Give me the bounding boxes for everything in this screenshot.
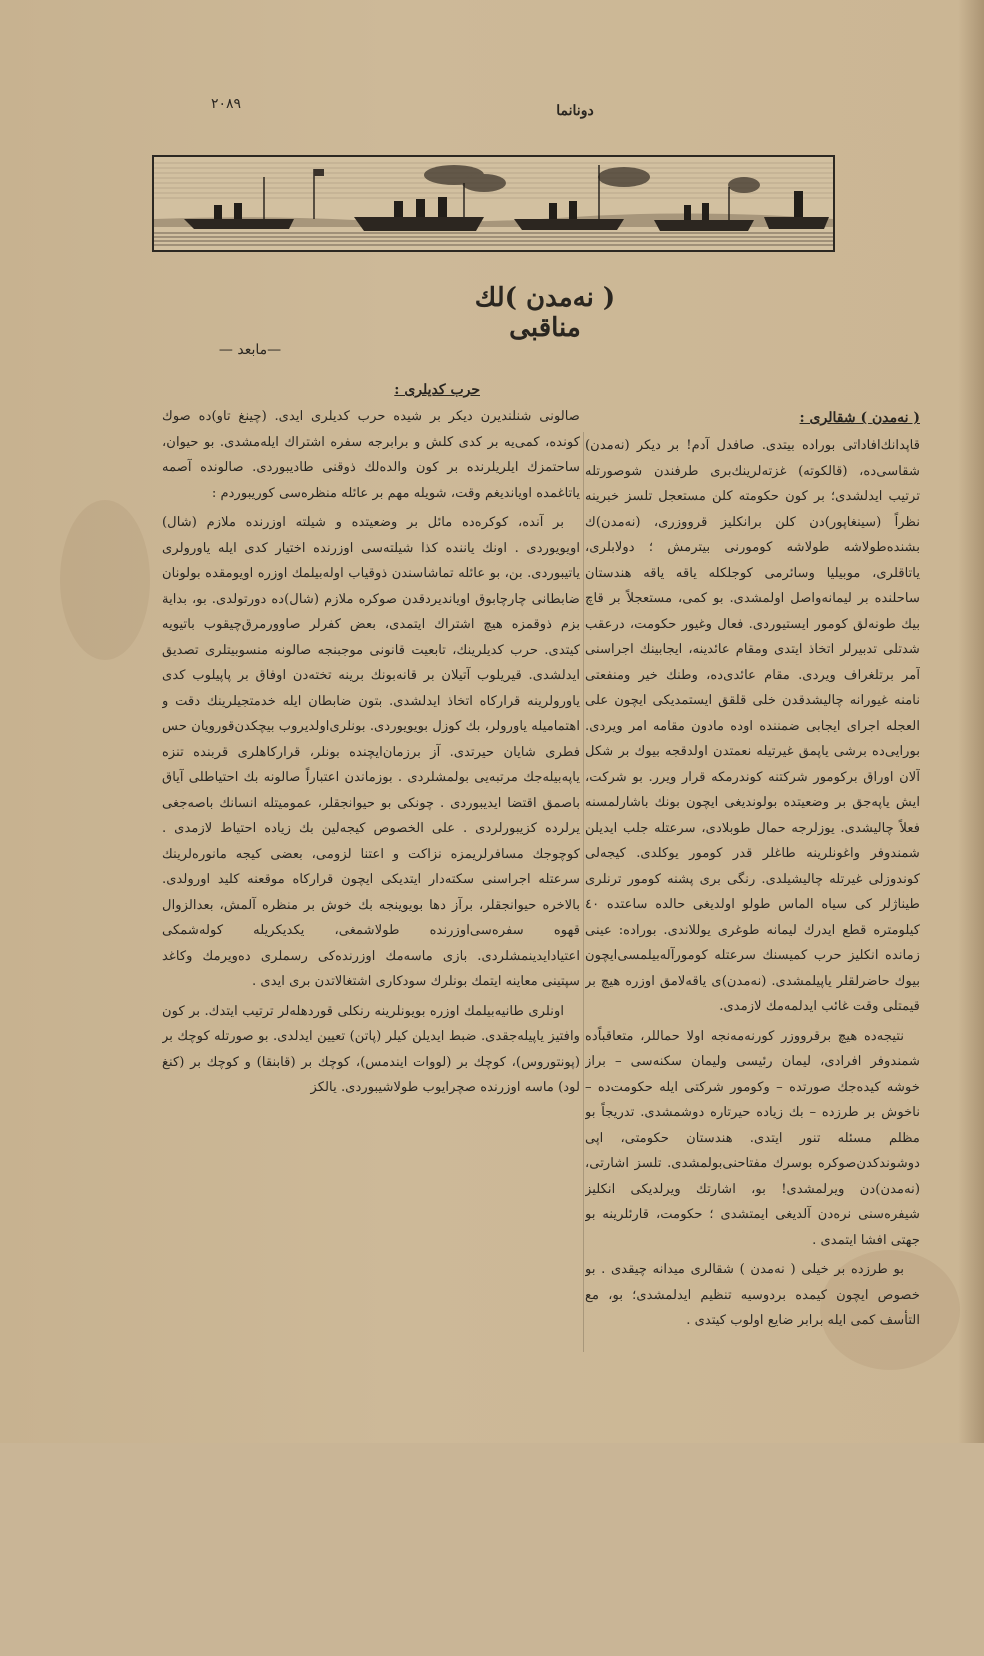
- left-column-text: [162, 404, 580, 1656]
- paragraph: صالونى شنلندیرن دیکر بر شیده حرب کدیلرى ایدى. (چینغ تاو)ده صوك کونده، کمی‌یه بر کدى کلش و برابرجه سفره اشتراك ایله‌مشدى. بو حیوان، ساحتمزك ایلریلرنده بر کون والده‌لك ذوقنى طادیبوردى. صالونده آصمه یاتاغمده اویاندیغم وقت، شویله مهم بر عائله منظره‌سى کوریبوردم :: [162, 409, 580, 501]
- left-column-heading: حرب كديلرى :: [394, 382, 480, 398]
- paragraph: قاپدانك‌افاداتى بوراده بیتدى. صافدل آدم! بر دیکر (نه‌مدن) شقاسى‌ده، (قالکوته) غزته‌لرینك‌برى طرفندن شوصورتله ترتیب ایدلشدى؛ بر کون حکومته کلن مستعجل تلسز خبرینه نظراً (سینغاپور)دن کلن برانکلیز قرووزرى، (نه‌مدن)ك بشنده‌طولاشه طولاشه کومورنى بیترمش ؛ دولابلرى، یاتاقلرى، موبیلیا وسائرمى کوجلکله یاقه یاقه هندستان ساحلنده بر لیمانه‌واصل اولمشدى. بو کمی، مستعجلاً بر قاچ بیك طونه‌لق کومور ایستیوردى. فعال وغیور حکومت، درعقب شدتلى تدبیرلر اتخاذ ایتدى ومقام عائدینه، ایجابینك اجراسنى آمر برتلغراف ویردى. مقام عائدى‌ده، وطنك خیر ومنفعتى نامنه غیورانه چالیشدقدن خلى قلقق ایستمدیکى ایچون على العجله اجراى ایجابى ضمننده اوده مادون مقامه امر ویردى. بورایى‌ده برشى یاپمق غیرتیله نعمتدن اولدقجه بیوك بر شکل آلان اوراق برکومور شرکتنه کوندرمکه قرار ویرر. بو شرکت، ایش یاپه‌جق بر وضعیتده بولوندیغى ایچون بونك باشارلمسنه فعلاً چالیشدى. یوزلرجه حمال طوبلادى، سرعتله جلب ایدیلن شمندوفر واغونلرینه طاغلر قدر کومور یوکلدى. کیجه‌لى کوندوزلى غیرتله چالیشیلدى. رنگى برى پشنه کومور ترنلرى طیناژلر کى سیاه الماس طولو اولدیغى حالده ساعتده ٤٠ کیلومتره قطع ایدرك لیمانه طوغرى یوللاندى. بوراده: عینى زمانده انکلیز حرب کمیسنك سرعتله کومورآله‌بیلمسى‌ایچون بیوك حاضرلقلر یاپیلمشدى. (نه‌مدن)ى یاقه‌لامق اوزره هیچ بر قیمتلى وقت غائب ایدلمه‌مك لازمدى.: [585, 438, 920, 1014]
- paragraph: بر آنده، کوکره‌ده مائل بر وضعیتده و شیلته اوزرنده ملازم (شال) اویویوردى . اونك یاننده کذا شیلته‌سى اوزرنده اختیار کدى ایله یاورولرى یاتیبوردى. بن، بو عائله تماشاسندن ذوقیاب اوله‌بیلمك اوزره اویومقده بولونان ضابطانى چارچابوق اویاندیردقدن صوکره ملازم (شال)ده دورتولدى. بو، بدایة بزم ذوقمزه هیچ اشتراك ایتمدى، بعض كفرلر صاوورمرق‌چیقوب باتیویه کیتدى. حرب کدیلرینك، تابعیت قانونى موجبنجه صالونه منسوبیتلرى تصدیق ایدلشدى. قیریلوب آتیلان بر قانه‌بونك برینه تخته‌دن اوفاق بر پاپیلوب کدى یاورولرینه قرارکاه اتخاذ ایدلشدى. بتون ضابطان ایله خدمتجیلرینك دقت و اهتمامیله یاورولر، بك کوزل بویویوردى. بونلرى‌اولدیروب بیچکدن‌قورویان حس فطرى شایان حیرتدى. آز برزمان‌ایچنده بونلر، قرارکاهلرى قربنده تنزه یاپه‌بیله‌جك مرتبه‌یى بولمشلردى . بوزماندن اعتباراً صالونه بك احتیاطلى آیاق باصمق اقتضا ایدیبوردى . چونکى بو حیوانجقلر، عموميتله انسانك باصه‌جغى یرلرده کزیبورلردى . على الخصوص کیجه‌لین بك زیاده احتیاط لازمدى . کوچوجك مسافرلریمزه نزاکت و اعتنا لزومى، بعضى کیجه مانوره‌لرینك سرعتله اجراسنى سکته‌دار ایتدیکى ایچون قرارکاه موقعنه کلید اورولدى. بالاخره حیوانجقلر، برآز دها بویوینجه بك خوش بر منظره آلمش، بعدالزوال قهوه سفره‌سى‌اوزرنده طولاشمغى، یکدیکریله کوله‌شمکى اعتیاداید‌ینمشلردى. بازى ماسه‌مك اوزرنده‌کى رسملرى ده‌ویرمك وکاغد سپتینى معاینه ایتمك بونلرك سودکارى اشتغالاتدن برى ایدى .: [162, 515, 580, 989]
- paragraph: اونلرى طانیه‌بیلمك اوزره بویونلرینه رنكلى قوردهله‌لر ترتیب ایتدك. بر کون وافتیز یاپیله‌جقدى. ضبط ایدیلن کیلر (پاتن) تعیین ایدلدى. بو صورتله کوچك بر (پونتوروس)، کوچك بر (لووات ایندمس)، کوچك بر (قابنقا) و کوچك بر (کنغ لود) ماسه اوزرنده صچرایوب طولاشیبوردى. یالکز: [162, 1003, 580, 1095]
- article-title: ( نه‌مدن )لك مناقبى: [474, 283, 616, 343]
- paper-stain: [60, 500, 150, 660]
- warship-illustration: [152, 155, 835, 252]
- page-number: ٢٠٨٩: [210, 96, 242, 112]
- paragraph: نتیجه‌ده هیچ برقرووزر کورنه‌مه‌نجه اولا حماللر، متعاقباً‌ده شمندوفر افرادى، لیمان رئیسى ولیمان سکنه‌سى – براز خوشه کیده‌جك صورتده – وکومور شرکتى ایله حکومت‌ده – ناخوش بر طرزده – بك زیاده حیرتاره دوشمشدى. تدریجاً بو مظلم مسئله تنور ایتدى. هندستان حکومتى، اپى دوشوندکدن‌صوکره بوسرك مفتاحنى‌بولمشدى. تلسز اشارتى، (نه‌مدن)دن ویرلمشدى! بو، اشارتك ویرلدیکى انکلیز شیفره‌سنى نره‌دن آلدیغى ایمتشدى ؛ حکومت، قارئلرینه بو جهتى افشا ایتمدى .: [585, 1028, 920, 1248]
- right-column-heading: ( نه‌مدن ) شقالرى :: [799, 410, 920, 426]
- continued-marker: —مابعد —: [218, 342, 282, 358]
- column-divider: [583, 432, 584, 1352]
- ships-engraving: [154, 157, 833, 250]
- right-column-text: [585, 433, 920, 1363]
- paragraph: بو طرزده بر خیلى ( نه‌مدن ) شقالرى میدانه چیقدى . بو خصوص ایچون کیمده بردوسیه تنظیم ایدلمشدى؛ بو، مع التأسف کمى ایله برابر ضایع اولوب کیتدى .: [585, 1262, 920, 1328]
- journal-name: دونانما: [556, 103, 594, 119]
- page-edge-shadow: [958, 0, 984, 1443]
